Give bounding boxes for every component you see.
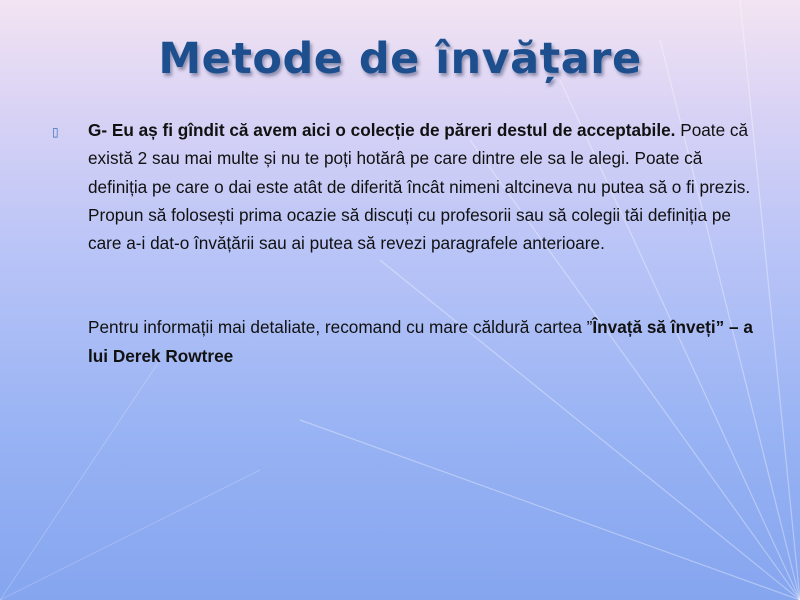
paragraph-bold-lead: G- Eu aș fi gîndit că avem aici o colecție de păreri destul de acceptabile. xyxy=(88,120,676,140)
book-reference: Învață să înveți” – a lui Derek Rowtree xyxy=(88,317,753,366)
slide-title: Metode de învățare xyxy=(158,34,642,84)
bullet-icon: ▯ xyxy=(52,125,59,139)
paragraph-body: Poate că există 2 sau mai multe și nu te poți hotărâ pe care dintre ele sa le alegi. Poate că definiția pe care o dai este atât de diferită încât nimeni altcineva nu putea să o fi prezis. Propun să folosești prima ocazie să discuți cu profesorii sau să colegii tăi definiția pe care a-i dat-o învățării sau ai putea să revezi paragrafele anterioare. xyxy=(88,120,751,254)
recommendation-paragraph xyxy=(52,313,762,370)
bullet-paragraph xyxy=(52,116,762,257)
recommendation-lead: Pentru informații mai detaliate, recomand cu mare căldură cartea ” xyxy=(88,317,593,338)
slide-content xyxy=(52,116,762,370)
